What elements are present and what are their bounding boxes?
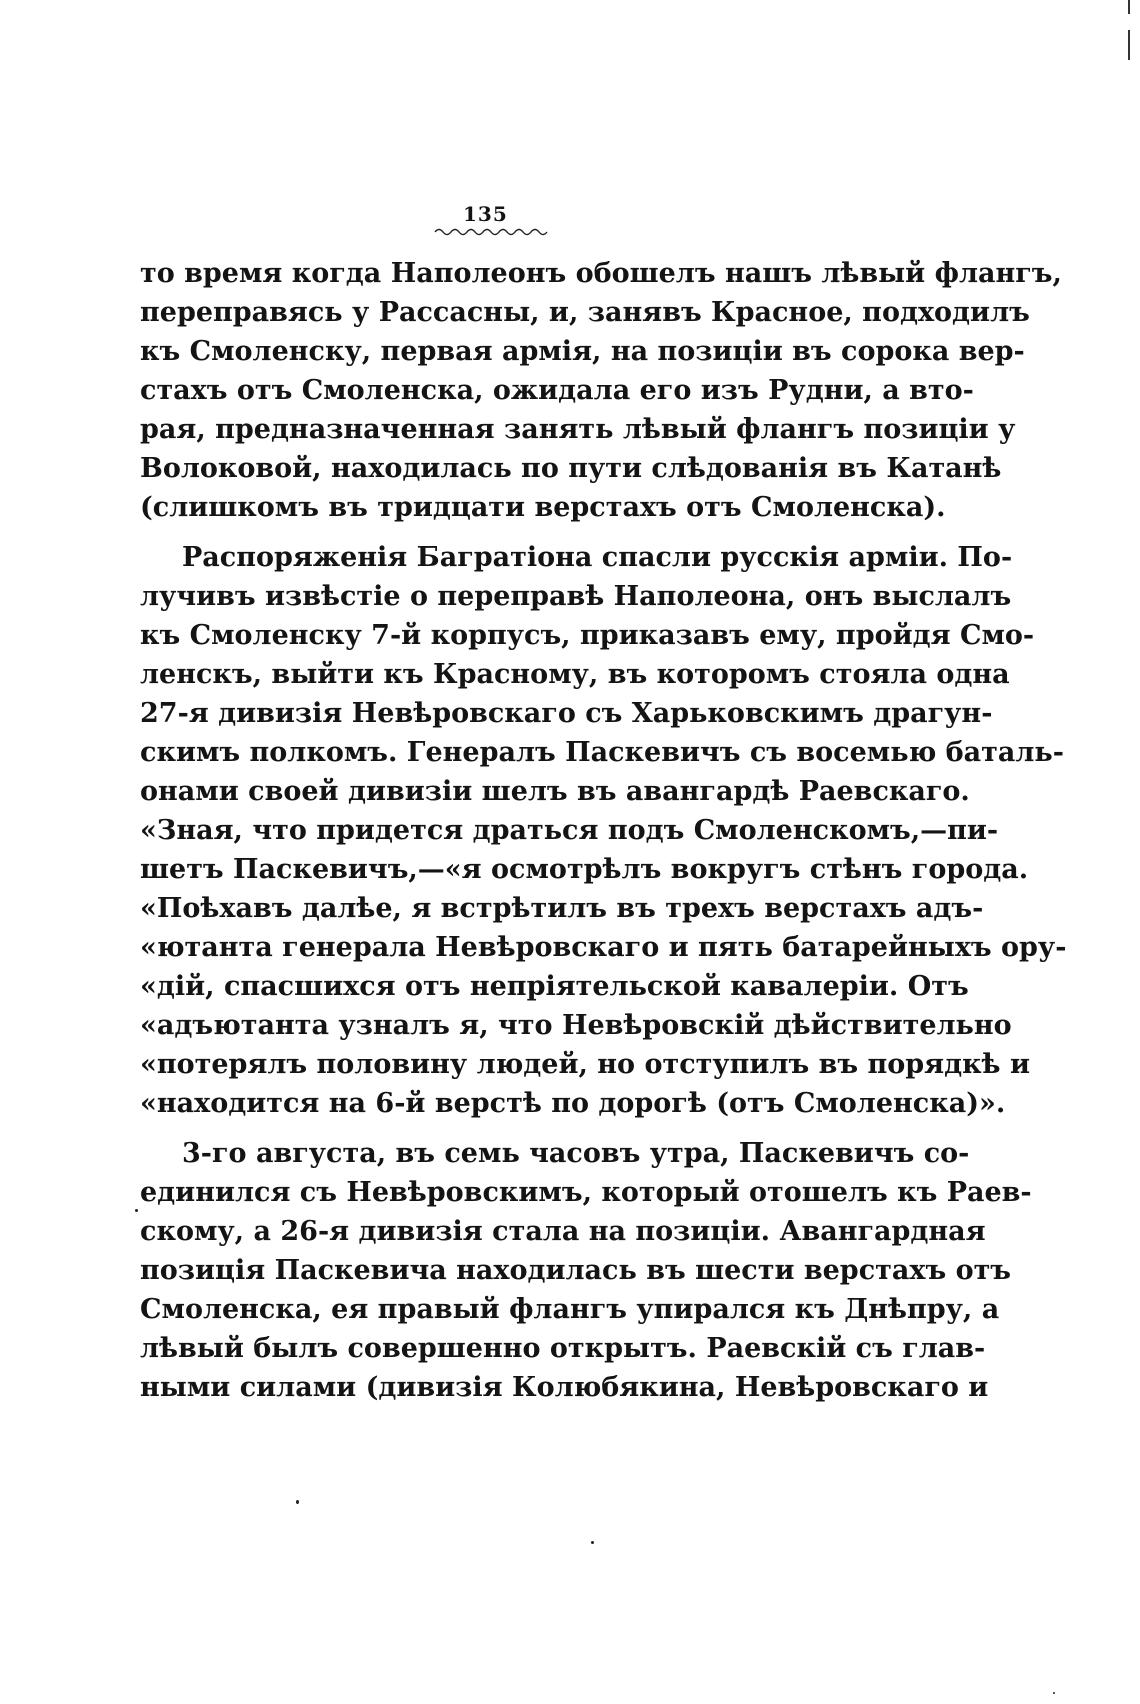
- text-line: Смоленска, ея правый флангъ упирался къ Днѣпру, а: [140, 1294, 1000, 1325]
- text-line: Волоковой, находилась по пути слѣдованія въ Катанѣ: [140, 453, 1002, 484]
- text-line: шетъ Паскевичъ,—«я осмотрѣлъ вокругъ стѣнъ города.: [140, 854, 1029, 885]
- text-line: «дій, спасшихся отъ непріятельской кавалеріи. Отъ: [140, 971, 969, 1002]
- text-line: 27-я дивизія Невѣровскаго съ Харьковскимъ драгун-: [140, 698, 993, 729]
- text-line: къ Смоленску 7-й корпусъ, приказавъ ему, пройдя Смо-: [140, 620, 1035, 651]
- text-line: позиція Паскевича находилась въ шести верстахъ отъ: [140, 1255, 1012, 1286]
- text-line: «потерялъ половину людей, но отступилъ въ порядкѣ и: [140, 1049, 1030, 1080]
- text-line: «находится на 6-й верстѣ по дорогѣ (отъ Смоленска)».: [140, 1088, 1006, 1119]
- text-line: онами своей дивизіи шелъ въ авангардѣ Раевскаго.: [140, 776, 970, 807]
- ink-speck: [135, 1209, 138, 1212]
- text-line: переправясь у Рассасны, и, занявъ Красное, подходилъ: [140, 297, 1030, 328]
- ink-speck: [1053, 1692, 1055, 1694]
- text-line: 3-го августа, въ семь часовъ утра, Паскевичъ со-: [182, 1138, 970, 1169]
- ink-speck: [296, 1500, 299, 1504]
- wavy-rule-ornament: [433, 226, 548, 236]
- text-line: единился съ Невѣровскимъ, который отошелъ къ Раев-: [140, 1177, 1032, 1208]
- text-line: ными силами (дивизія Колюбякина, Невѣровскаго и: [140, 1372, 989, 1403]
- text-line: (слишкомъ въ тридцати верстахъ отъ Смоленска).: [140, 492, 946, 523]
- text-line: скимъ полкомъ. Генералъ Паскевичъ съ восемью баталь-: [140, 737, 1064, 768]
- text-line: стахъ отъ Смоленска, ожидала его изъ Рудни, а вто-: [140, 375, 974, 406]
- text-line: ленскъ, выйти къ Красному, въ которомъ стояла одна: [140, 659, 1010, 690]
- text-line: «Поѣхавъ далѣе, я встрѣтилъ въ трехъ верстахъ адъ-: [140, 893, 984, 924]
- text-line: рая, предназначенная занять лѣвый флангъ позиціи у: [140, 414, 1016, 445]
- ink-speck: [591, 1541, 594, 1544]
- text-line: «адъютанта узналъ я, что Невѣровскій дѣйствительно: [140, 1010, 1012, 1041]
- scan-edge-mark: [1128, 30, 1130, 60]
- text-line: «ютанта генерала Невѣровскаго и пять батарейныхъ ору-: [140, 932, 1067, 963]
- text-line: «Зная, что придется драться подъ Смоленскомъ,—пи-: [140, 815, 999, 846]
- text-line: Распоряженія Багратіона спасли русскія арміи. По-: [182, 542, 1013, 573]
- page-number: 135: [463, 202, 508, 226]
- text-line: къ Смоленску, первая армія, на позиціи въ сорока вер-: [140, 336, 1025, 367]
- text-line: лучивъ извѣстіе о переправѣ Наполеона, онъ выслалъ: [140, 581, 1012, 612]
- text-line: лѣвый былъ совершенно открытъ. Раевскій съ глав-: [140, 1333, 986, 1364]
- text-line: скому, а 26-я дивизія стала на позиціи. Авангардная: [140, 1216, 986, 1247]
- scan-edge-mark: [1128, 0, 1130, 14]
- text-line: то время когда Наполеонъ обошелъ нашъ лѣвый флангъ,: [140, 258, 1062, 289]
